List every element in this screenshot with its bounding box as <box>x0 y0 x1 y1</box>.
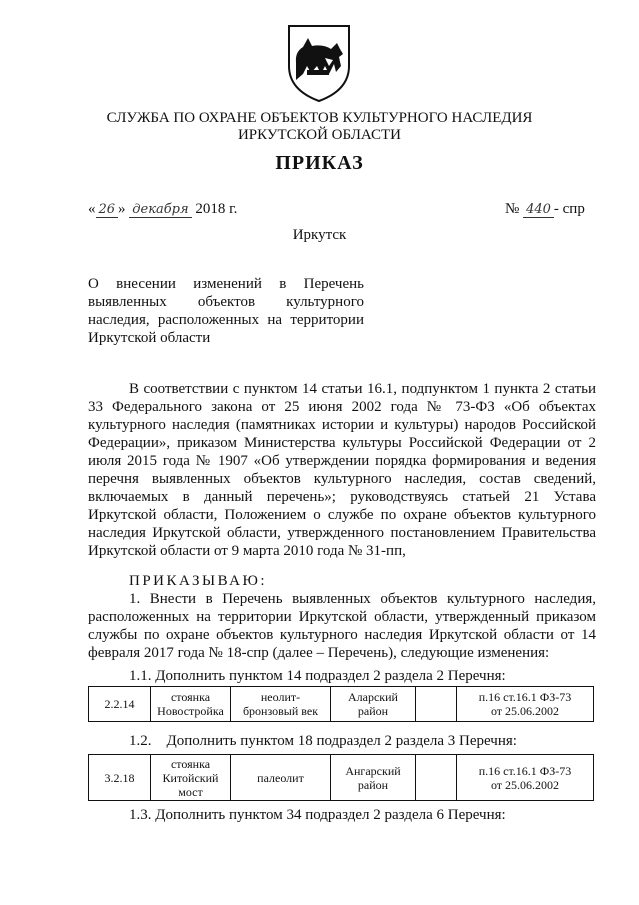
preamble-line: 33 Федерального закона от 25 июня 2002 года № 73-ФЗ «Об объектах <box>88 399 596 415</box>
cell-object-name: стоянка Китойский мост <box>151 755 231 801</box>
table-row <box>89 687 594 722</box>
subitem-1-3: 1.3. Дополнить пунктом 34 подраздел 2 раздела 6 Перечня: <box>129 807 506 823</box>
preamble-line: включаемых в данный перечень»; руководствуясь статьей 21 Устава <box>88 489 596 505</box>
table-row <box>89 755 594 801</box>
item-line: службы по охране объектов культурного наследия Иркутской области от 14 <box>88 627 596 643</box>
cell-location: Ангарский район <box>331 755 416 801</box>
cell-empty <box>416 687 457 722</box>
date-year: 2018 г. <box>195 201 238 217</box>
preamble-line: июля 2015 года № 1907 «Об утверждении порядка формирования и ведения <box>88 453 596 469</box>
cell-dating: палеолит <box>231 755 331 801</box>
order-number <box>505 201 585 218</box>
cell-location: Аларский район <box>331 687 416 722</box>
date-close-quote: » <box>118 201 126 217</box>
subject-line: О внесении изменений в Перечень <box>88 276 364 292</box>
cell-basis: п.16 ст.16.1 ФЗ-73 от 25.06.2002 <box>457 687 594 722</box>
date-day: 26 <box>96 202 119 218</box>
order-subject <box>88 275 364 347</box>
subitem-1-1: 1.1. Дополнить пунктом 14 подраздел 2 раздела 2 Перечня: <box>129 668 506 684</box>
cell-number: 3.2.18 <box>89 755 151 801</box>
cell-basis: п.16 ст.16.1 ФЗ-73 от 25.06.2002 <box>457 755 594 801</box>
date-month: декабря <box>129 202 191 218</box>
cell-object-name: стоянка Новостройка <box>151 687 231 722</box>
date-open-quote: « <box>88 201 96 217</box>
order-word: ПРИКАЗЫВАЮ: <box>129 573 268 589</box>
item-line: расположенных на территории Иркутской области, утвержденный приказом <box>88 609 596 625</box>
number-sign: № <box>505 201 520 217</box>
number-suffix: - спр <box>553 201 585 217</box>
org-name-line2: ИРКУТСКОЙ ОБЛАСТИ <box>237 127 402 143</box>
subject-line: выявленных объектов культурного <box>88 294 364 310</box>
register-table-2 <box>88 754 594 801</box>
preamble-line: перечня выявленных объектов культурного наследия, состав сведений, <box>88 471 596 487</box>
city: Иркутск <box>292 227 347 243</box>
document-title: ПРИКАЗ <box>275 152 364 174</box>
number-value: 440 <box>523 202 554 218</box>
subject-line: наследия, расположенных на территории <box>88 312 364 328</box>
preamble-line: Иркутской области от 9 марта 2010 года № 31-пп, <box>88 543 406 559</box>
preamble-line: наследия Иркутской области, утвержденного постановлением Правительства <box>88 525 596 541</box>
subitem-1-2: 1.2. Дополнить пунктом 18 подраздел 2 раздела 3 Перечня: <box>129 733 517 749</box>
cell-dating: неолит- бронзовый век <box>231 687 331 722</box>
cell-number: 2.2.14 <box>89 687 151 722</box>
item-line: 1. Внести в Перечень выявленных объектов культурного наследия, <box>129 591 596 607</box>
preamble <box>88 380 596 560</box>
subject-line: Иркутской области <box>88 330 211 346</box>
preamble-line: культурного наследия (памятниках истории и культуры) народов Российской <box>88 417 596 433</box>
irkutsk-coat-of-arms-icon <box>285 22 353 104</box>
register-table-1 <box>88 686 594 722</box>
preamble-line: В соответствии с пунктом 14 статьи 16.1, подпунктом 1 пункта 2 статьи <box>129 381 596 397</box>
cell-empty <box>416 755 457 801</box>
preamble-line: Федерации», приказом Министерства культуры Российской Федерации от 2 <box>88 435 596 451</box>
order-date <box>88 201 237 218</box>
item-1 <box>88 590 596 662</box>
item-line: февраля 2017 года № 18-спр (далее – Перечень), следующие изменения: <box>88 645 550 661</box>
preamble-line: Иркутской области, Положением о службе по охране объектов культурного <box>88 507 596 523</box>
org-name-line1: СЛУЖБА ПО ОХРАНЕ ОБЪЕКТОВ КУЛЬТУРНОГО НАСЛЕДИЯ <box>106 110 533 126</box>
